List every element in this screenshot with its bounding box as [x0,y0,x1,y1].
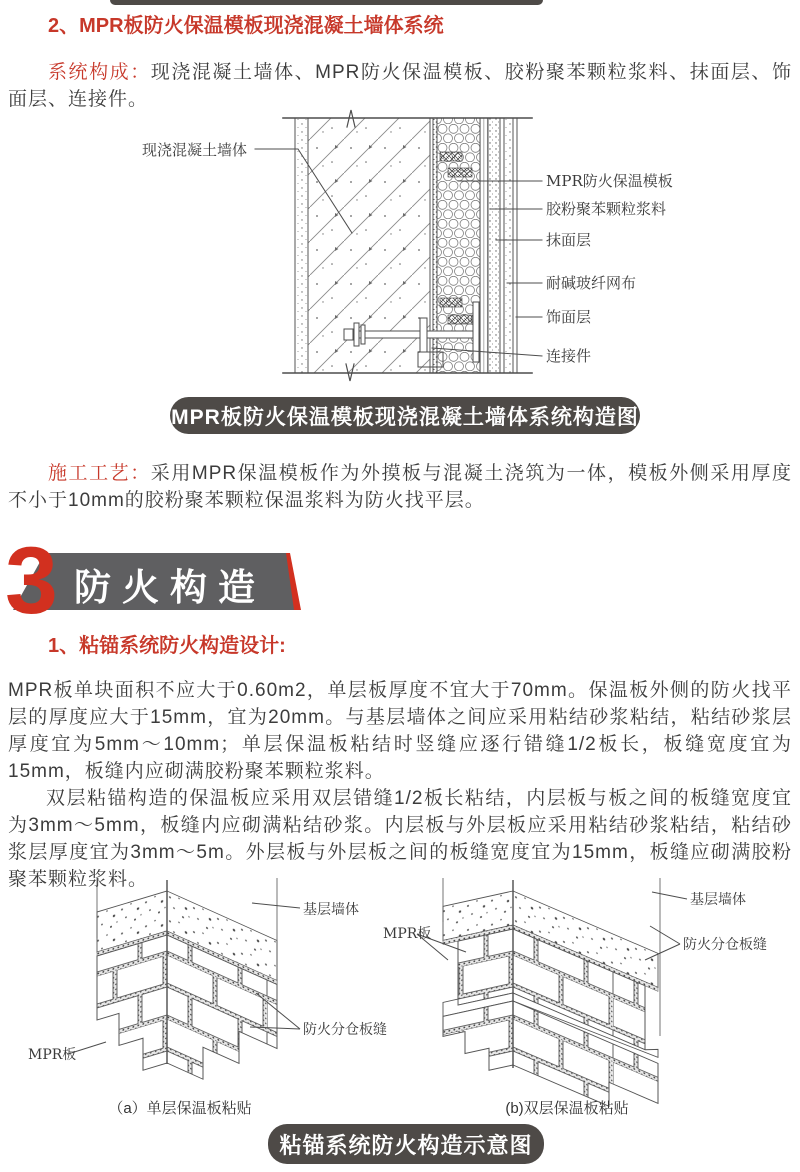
wall-diagram-caption-pill [170,397,640,434]
process-label: 施工工艺： [48,463,151,484]
b-label-base-wall: 基层墙体 [690,892,746,908]
label-mpr-board: MPR防火保温模板 [546,172,673,190]
composition-label: 系统构成： [48,62,151,83]
a-label-base-wall: 基层墙体 [303,902,359,918]
label-finish-coat: 饰面层 [546,308,592,326]
section3-paragraph1: MPR板单块面积不应大于0.60m2，单层板厚度不宜大于70mm。保温板外侧的防火找平层的厚度应大于15mm，宜为20mm。与基层墙体之间应采用粘结砂浆粘结，粘结砂浆层厚度宜为5mm～10mm；单层保温板粘结时竖缝应逐行错缝1/2板长，板缝宽度宜为15mm，板缝内应砌满胶粉聚苯颗粒浆料。 [8,680,792,782]
wall-layers [255,110,542,381]
section3-number: 3 [5,528,58,634]
label-connector: 连接件 [546,347,592,365]
a-right-face [167,891,277,1113]
anchor-diagram-caption: 粘锚系统防火构造示意图 [279,1132,533,1158]
construction-process-paragraph [8,460,792,514]
section3-banner [0,528,330,634]
section2-heading: 2、MPR板防火保温模板现浇混凝土墙体系统 [48,15,444,37]
a-label-fire-joint: 防火分仓板缝 [303,1022,387,1038]
a-caption: （a）单层保温板粘贴 [108,1100,252,1117]
a-label-mpr-board: MPR板 [28,1047,77,1063]
b-left-face [443,891,513,1080]
composition-text: 现浇混凝土墙体、MPR防火保温模板、胶粉聚苯颗粒浆料、抹面层、饰面层、连接件。 [8,62,792,110]
process-text: 采用MPR保温模板作为外摸板与混凝土浇筑为一体，模板外侧采用厚度不小于10mm的胶粉聚苯颗粒保温浆料为防火找平层。 [8,463,792,511]
label-render-coat: 抹面层 [546,231,592,249]
mesh-layer [504,118,513,373]
wall-section-diagram [140,105,700,397]
b-caption: (b)双层保温板粘贴 [505,1100,629,1117]
b-right-face [513,891,658,1124]
section3-paragraph2: 双层粘锚构造的保温板应采用双层错缝1/2板长粘结，内层板与板之间的板缝宽度宜为3mm～5mm，板缝内应砌满粘结砂浆。内层板与外层板应采用粘结砂浆粘结，粘结砂浆层厚度宜为3mm～5m。外层板与外层板之间的板缝宽度宜为15mm，板缝应砌满胶粉聚苯颗粒浆料。 [8,788,792,890]
wall-diagram-caption: MPR板防火保温模板现浇混凝土墙体系统构造图 [171,405,639,429]
section3-subheading: 1、粘锚系统防火构造设计: [48,635,286,657]
diagram-b [383,878,767,1124]
inner-finish-layer [295,118,308,373]
anchor-system-diagrams [0,876,800,1124]
a-left-face [97,891,167,1084]
label-glass-fiber-mesh: 耐碱玻纤网布 [546,274,637,292]
polystyrene-mortar-layer [480,118,488,373]
diagram-a [28,878,387,1117]
b-label-mpr-board: MPR板 [383,926,432,942]
label-concrete-wall: 现浇混凝土墙体 [142,141,248,159]
previous-section-pill-edge [110,0,543,5]
b-label-fire-joint: 防火分仓板缝 [683,937,767,953]
anchor-diagram-caption-pill [268,1124,544,1164]
label-polystyrene-mortar: 胶粉聚苯颗粒浆料 [546,200,667,218]
render-layer [488,118,500,373]
section3-title: 防火构造 [74,567,266,608]
